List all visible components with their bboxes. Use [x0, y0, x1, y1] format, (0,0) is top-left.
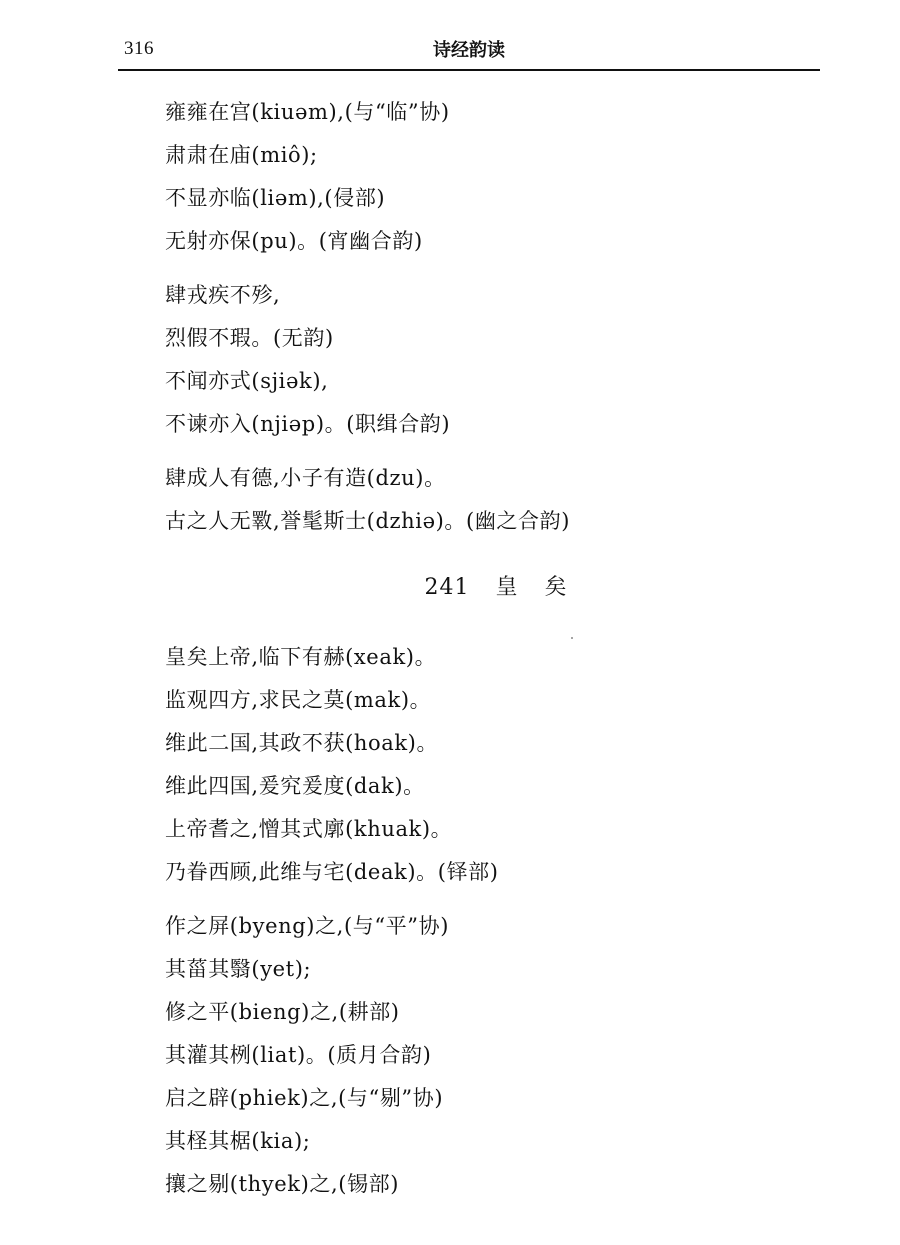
poem-line: 维此四国,爰究爰度(dak)。 [165, 774, 425, 798]
stanza [165, 457, 815, 543]
poem-line: 古之人无斁,誉髦斯士(dzhiə)。(幽之合韵) [165, 509, 571, 533]
poem-line: 其灌其栵(liat)。(质月合韵) [165, 1043, 432, 1067]
page-number: 316 [124, 38, 154, 59]
poem-line: 不显亦临(liəm),(侵部) [165, 186, 386, 210]
section-title-char: 皇 [495, 575, 519, 600]
poem-line: 修之平(bieng)之,(耕部) [165, 1000, 400, 1024]
poem-line: 皇矣上帝,临下有赫(xeak)。 [165, 645, 437, 669]
page-header [118, 36, 820, 66]
poem-line: 维此二国,其政不获(hoak)。 [165, 731, 439, 755]
section-title [165, 554, 815, 632]
poem-line: 烈假不瑕。(无韵) [165, 326, 334, 350]
poem-line: 上帝耆之,憎其式廓(khuak)。 [165, 817, 453, 841]
print-speck [571, 637, 573, 639]
poem-line: 乃眷西顾,此维与宅(deak)。(铎部) [165, 860, 499, 884]
poem-line: 不闻亦式(sjiək), [165, 369, 329, 393]
stanza [165, 91, 815, 263]
poem-line: 攘之剔(thyek)之,(锡部) [165, 1172, 400, 1196]
poem-line: 作之屏(byeng)之,(与“平”协) [165, 914, 450, 938]
running-title: 诗经韵读 [433, 40, 505, 61]
stanza [165, 905, 815, 1206]
poem-line: 不谏亦入(njiəp)。(职缉合韵) [165, 412, 451, 436]
section-title-char: 矣 [544, 575, 568, 600]
poem-line: 无射亦保(pu)。(宵幽合韵) [165, 229, 423, 253]
stanza [165, 274, 815, 446]
poem-line: 其菑其翳(yet); [165, 957, 312, 981]
poem-body [165, 91, 815, 1217]
poem-line: 肆成人有德,小子有造(dzu)。 [165, 466, 446, 490]
poem-line: 肆戎疾不殄, [165, 283, 281, 307]
poem-line: 肃肃在庙(miô); [165, 143, 318, 167]
poem-line: 其柽其椐(kia); [165, 1129, 311, 1153]
section-number: 241 [424, 575, 470, 600]
poem-line: 监观四方,求民之莫(mak)。 [165, 688, 432, 712]
header-rule [118, 69, 820, 71]
poem-line: 雍雍在宫(kiuəm),(与“临”协) [165, 100, 450, 124]
poem-line: 启之辟(phiek)之,(与“剔”协) [165, 1086, 444, 1110]
stanza [165, 636, 815, 894]
